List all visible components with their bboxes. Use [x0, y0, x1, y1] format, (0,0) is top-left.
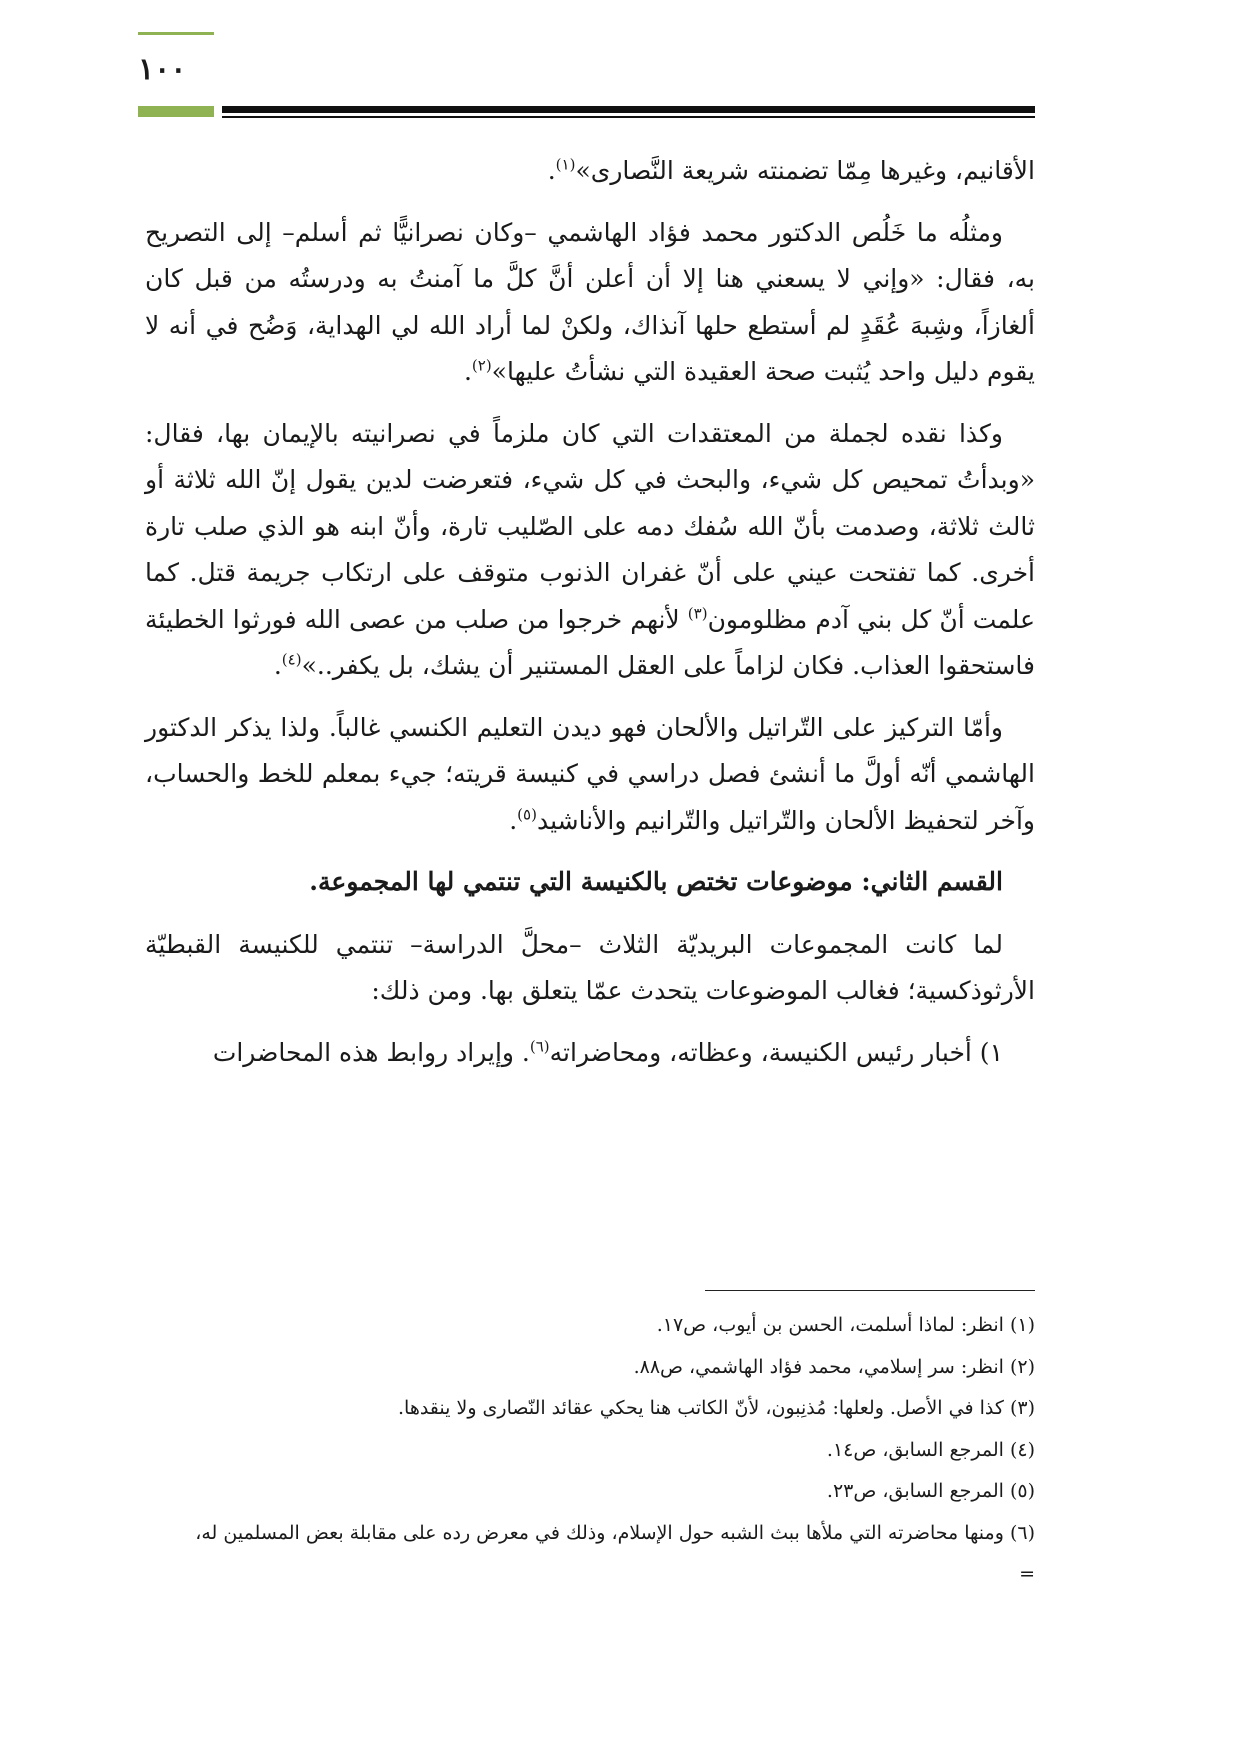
header-accent-bar: [138, 106, 214, 117]
paragraph-continuation: الأقانيم، وغيرها مِمّا تضمنته شريعة النَّصارى»$^{(١)}$.: [547, 155, 1035, 185]
footnotes: [145, 1305, 1035, 1596]
footnote: (١) انظر: لماذا أسلمت، الحسن بن أيوب، ص١٧.: [656, 1314, 1035, 1336]
footnote: (٤) المرجع السابق، ص١٤.: [826, 1438, 1035, 1461]
header-accent-bar-top: [138, 32, 214, 35]
footnote-continuation-mark: =: [1019, 1563, 1035, 1585]
paragraph-beliefs-critique: وكذا نقده لجملة من المعتقدات التي كان ملزماً في نصرانيته بالإيمان بها، فقال: «وبدأتُ تمحيص كل شيء، والبحث في كل شيء، فتعرضت لدين يقول إنّ الله ثلاثة أو ثالث ثلاثة، وصدمت بأنّ الله سُفك دمه على الصّليب تارة، وأنّ ابنه هو الذي صلب تارة أخرى. كما تفتحت عيني على أنّ غفران الذنوب متوقف على ارتكاب جريمة قتل. كما علمت أنّ كل بني آدم مظلومون$^{(٣)}$ لأنهم خرجوا من صلب من عصى الله فورثوا الخطيئة فاستحقوا العذاب. فكان لزاماً على العقل المستنير أن يشك، بل يكفر..»$^{(٤)}$.: [145, 418, 1035, 680]
footnote-ref-1: (١): [555, 155, 576, 174]
footnote: (٢) انظر: سر إسلامي، محمد فؤاد الهاشمي، ص٨٨.: [633, 1355, 1035, 1378]
paragraph-hashemi-quote: ومثلُه ما خَلُص الدكتور محمد فؤاد الهاشمي –وكان نصرانيًّا ثم أسلم– إلى التصريح به، فقال: «وإني لا يسعني هنا إلا أن أعلن أنَّ كلَّ ما آمنتُ به ودرستُه من قبل كان ألغازاً، وشِبهَ عُقَدٍ لم أستطع حلها آنذاك، ولكنْ لما أراد الله لي الهداية، وَضُح في أنه لا يقوم دليل واحد يُثبت صحة العقيدة التي نشأتُ عليها»$^{(٢)}$.: [145, 217, 1035, 386]
paragraph-hymns: وأمّا التركيز على التّراتيل والألحان فهو ديدن التعليم الكنسي غالباً. ولذا يذكر الدكتور الهاشمي أنّه أولَّ ما أنشئ فصل دراسي في كنيسة قريته؛ جيء بمعلم للخط والحساب، وآخر لتحفيظ الألحان والتّراتيل والتّرانيم والأناشيد$^{(٥)}$.: [145, 712, 1035, 835]
footnote-ref-5: (٥): [517, 805, 537, 824]
footnote: (٥) المرجع السابق، ص٢٣.: [826, 1480, 1035, 1502]
footnote-ref-4: (٤): [281, 650, 302, 669]
section-heading: [145, 859, 1035, 906]
footnote-ref-3: (٣): [687, 604, 708, 623]
footnote-separator: [705, 1290, 1035, 1291]
section-heading-title: : موضوعات تختص بالكنيسة التي تنتمي لها المجموعة.: [309, 867, 871, 896]
paragraph-church-topics: لما كانت المجموعات البريديّة الثلاث –محلَّ الدراسة– تنتمي للكنيسة القبطيّة الأرثوذكسية؛ فغالب الموضوعات يتحدث عمّا يتعلق بها. ومن ذلك:: [145, 929, 1035, 1005]
body-text: [145, 148, 1035, 1091]
page-number: ١٠٠: [138, 52, 187, 87]
footnote-ref-2: (٢): [471, 356, 492, 375]
section-heading-label: القسم الثاني: [870, 867, 1003, 896]
header-rule-thin: [222, 116, 1035, 118]
footnote: (٦) ومنها محاضرته التي ملأها ببث الشبه حول الإسلام، وذلك في معرض رده على مقابلة بعض المسلمين له،: [195, 1521, 1035, 1544]
header-rule-thick: [222, 106, 1035, 113]
footnote: (٣) كذا في الأصل. ولعلها: مُذنِبون، لأنّ الكاتب هنا يحكي عقائد النّصارى ولا ينقدها.: [397, 1397, 1035, 1419]
list-item-1: ١) أخبار رئيس الكنيسة، وعظاته، ومحاضراته$^{(٦)}$. وإيراد روابط هذه المحاضرات: [212, 1037, 1003, 1067]
footnote-ref-6: (٦): [529, 1037, 550, 1056]
